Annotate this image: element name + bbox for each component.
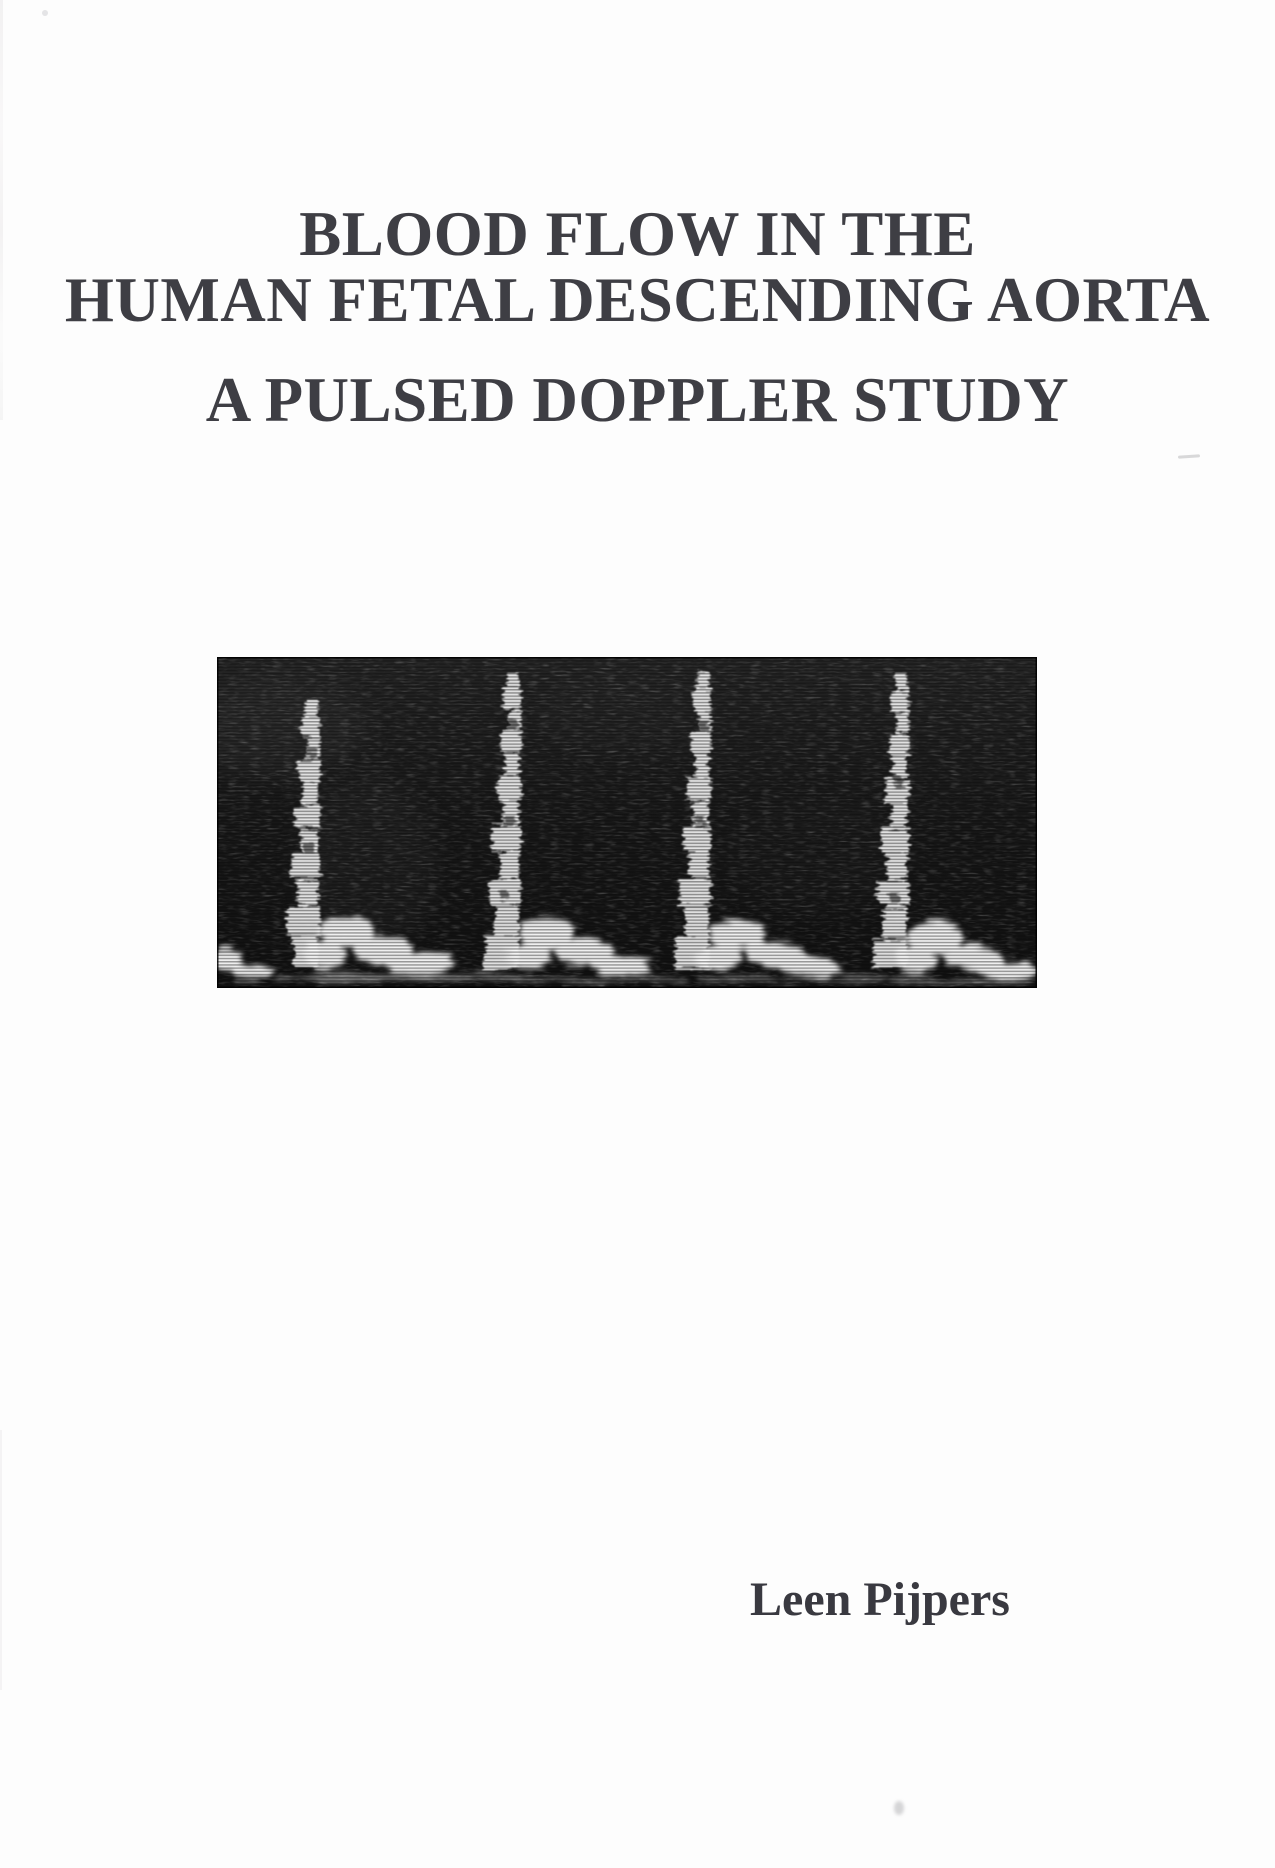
subtitle: A PULSED DOPPLER STUDY [205,365,1070,435]
doppler-waveform-figure [217,657,1037,988]
scan-artifact-left-edge-2 [0,1430,2,1690]
scan-artifact-dash [1178,454,1200,459]
scan-artifact-dot [42,10,48,16]
author-name: Leen Pijpers [750,1573,1010,1626]
scan-artifact-smudge [894,1801,904,1815]
ultrasound-image [217,657,1037,988]
page-title [0,201,1275,333]
title-line-1: BLOOD FLOW IN THE [299,199,976,269]
title-line-2: HUMAN FETAL DESCENDING AORTA [64,265,1211,335]
